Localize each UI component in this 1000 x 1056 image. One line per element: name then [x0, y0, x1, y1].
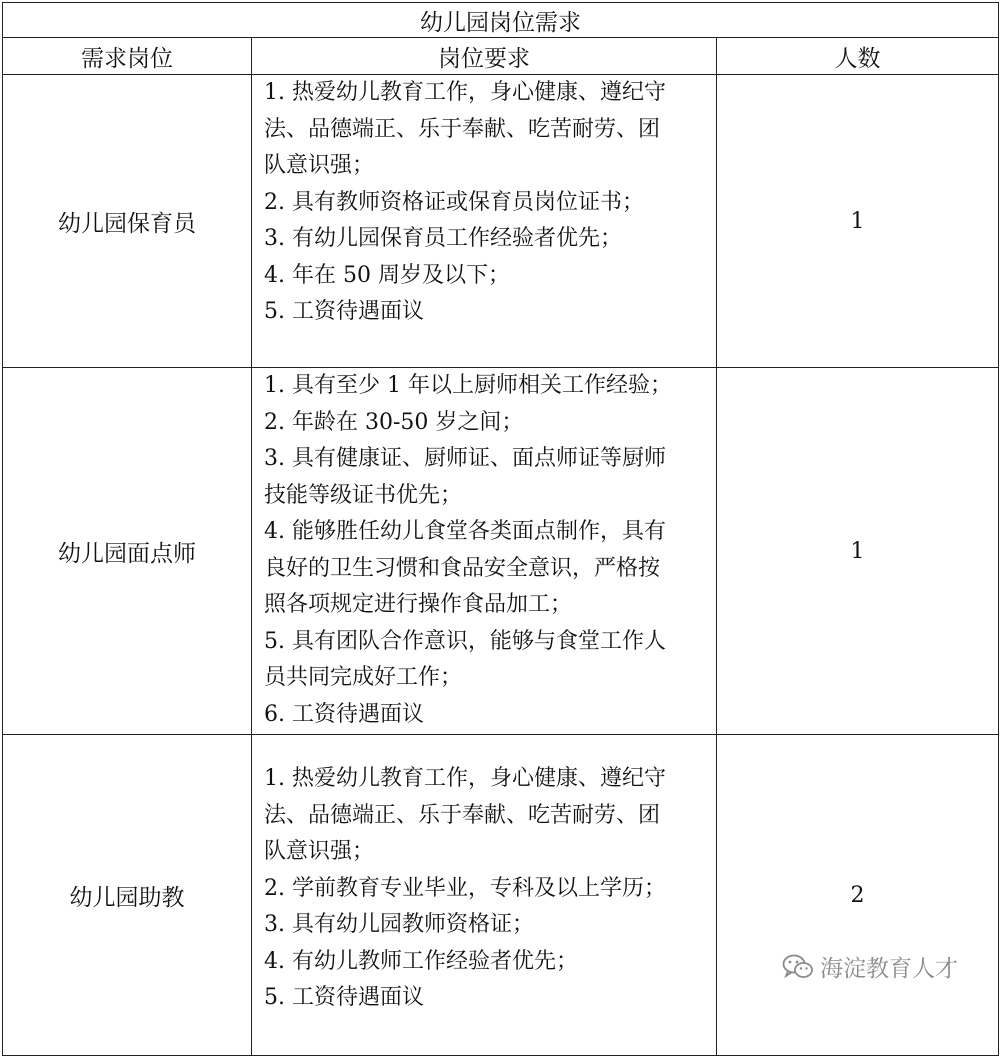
job-requirements-table: [2, 2, 999, 1056]
table-title-row: [3, 3, 999, 38]
requirement-line: 3. 有幼儿园保育员工作经验者优先；: [264, 226, 622, 251]
requirement-line: 1. 具有至少 1 年以上厨师相关工作经验；: [264, 373, 672, 398]
requirement-line: 3. 具有健康证、厨师证、面点师证等厨师: [264, 446, 666, 471]
requirement-line: 法、品德端正、乐于奉献、吃苦耐劳、团: [264, 116, 661, 142]
watermark-text: 海淀教育人才: [820, 956, 958, 982]
requirement-line: 4. 年在 50 周岁及以下；: [264, 262, 510, 288]
requirements-cell: [252, 368, 717, 735]
requirement-line: 2. 学前教育专业毕业，专科及以上学历；: [264, 875, 666, 901]
wechat-icon: [782, 954, 814, 980]
requirement-line: 队意识强；: [264, 839, 375, 865]
requirement-line: 4. 有幼儿教师工作经验者优先；: [264, 948, 578, 974]
wechat-watermark: [782, 950, 958, 983]
requirement-line: 1. 热爱幼儿教育工作，身心健康、遵纪守: [264, 80, 666, 105]
requirement-line: 技能等级证书优先；: [264, 482, 463, 508]
table-row: [3, 75, 999, 368]
header-row: [3, 38, 999, 75]
table-row: [3, 368, 999, 735]
requirement-line: 员共同完成好工作；: [264, 665, 463, 690]
requirement-line: 5. 工资待遇面议: [264, 299, 424, 324]
requirement-line: 2. 年龄在 30-50 岁之间；: [264, 409, 524, 435]
table-title: 幼儿园岗位需求: [3, 3, 999, 38]
requirement-line: 6. 工资待遇面议: [264, 701, 424, 727]
requirement-line: 5. 具有团队合作意识，能够与食堂工作人: [264, 628, 666, 654]
requirement-line: 良好的卫生习惯和食品安全意识，严格按: [264, 555, 661, 581]
count-cell: 1: [717, 368, 999, 735]
position-cell: 幼儿园面点师: [3, 368, 252, 735]
count-cell: 2: [717, 735, 999, 1056]
count-cell: 1: [717, 75, 999, 368]
requirement-line: 法、品德端正、乐于奉献、吃苦耐劳、团: [264, 802, 661, 828]
header-requirements: 岗位要求: [252, 38, 717, 75]
requirement-line: 4. 能够胜任幼儿食堂各类面点制作，具有: [264, 519, 666, 544]
position-cell: 幼儿园助教: [3, 735, 252, 1056]
requirement-line: 队意识强；: [264, 153, 375, 178]
requirement-line: 3. 具有幼儿园教师资格证；: [264, 912, 534, 938]
requirement-line: 照各项规定进行操作食品加工；: [264, 592, 573, 617]
requirement-line: 5. 工资待遇面议: [264, 985, 424, 1011]
requirement-line: 2. 具有教师资格证或保育员岗位证书；: [264, 189, 644, 215]
header-count: 人数: [717, 38, 999, 75]
requirements-cell: [252, 75, 717, 368]
requirements-cell: [252, 735, 717, 1056]
requirement-line: 1. 热爱幼儿教育工作，身心健康、遵纪守: [264, 766, 666, 792]
header-position: 需求岗位: [3, 38, 252, 75]
position-cell: 幼儿园保育员: [3, 75, 252, 368]
table-row: [3, 735, 999, 1056]
